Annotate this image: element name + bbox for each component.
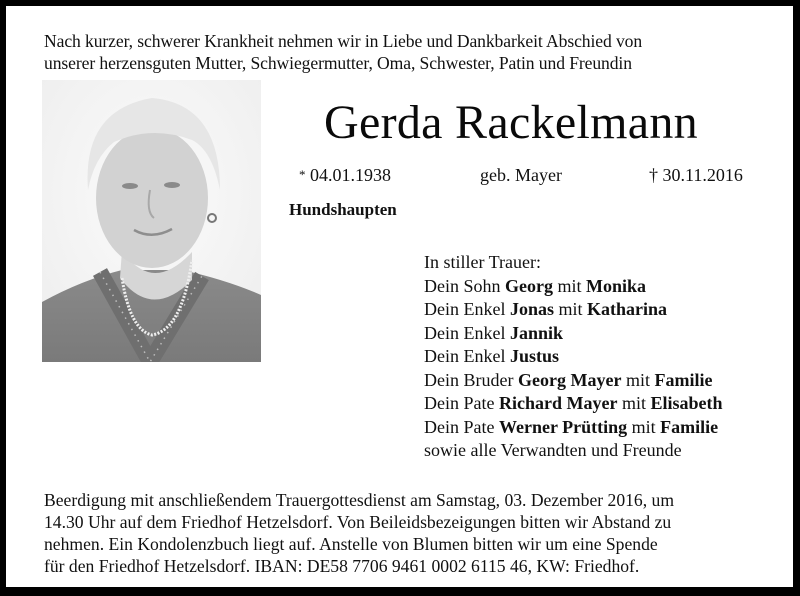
mourner-line: Dein Enkel Justus: [424, 346, 560, 366]
mourner-line: Dein Enkel Jannik: [424, 322, 564, 343]
mourners-list: [424, 251, 723, 463]
cross-icon: †: [649, 165, 658, 185]
intro-line-1: Nach kurzer, schwerer Krankheit nehmen wir in Liebe und Dankbarkeit Abschied von: [44, 31, 643, 51]
intro-text: [44, 30, 642, 74]
star-icon: *: [299, 167, 306, 182]
hometown: Hundshaupten: [289, 200, 397, 219]
funeral-details: [44, 489, 784, 577]
death-date-value: 30.11.2016: [662, 165, 743, 185]
mourner-line: Dein Enkel Jonas mit Katharina: [424, 299, 668, 319]
deceased-name: Gerda Rackelmann: [324, 96, 698, 149]
portrait-photo: [42, 80, 261, 362]
mourner-line: Dein Pate Werner Prütting mit Familie: [424, 416, 719, 437]
funeral-line-4: für den Friedhof Hetzelsdorf. IBAN: DE58 7706 9461 0002 6115 46, KW: Friedhof.: [44, 556, 640, 576]
mourner-line: Dein Bruder Georg Mayer mit Familie: [424, 369, 713, 390]
funeral-line-2: 14.30 Uhr auf dem Friedhof Hetzelsdorf. Von Beileidsbezeigungen bitten wir Abstand zu: [44, 512, 672, 532]
funeral-line-1: Beerdigung mit anschließendem Trauergottesdienst am Samstag, 03. Dezember 2016, um: [44, 490, 674, 510]
funeral-line-3: nehmen. Ein Kondolenzbuch liegt auf. Anstelle von Blumen bitten wir um eine Spende: [44, 534, 658, 554]
mourner-line: Dein Sohn Georg mit Monika: [424, 275, 647, 296]
mourners-heading: In stiller Trauer:: [424, 252, 541, 272]
portrait-image: [42, 80, 261, 362]
maiden-name: geb. Mayer: [480, 165, 562, 185]
intro-line-2: unserer herzensguten Mutter, Schwiegermutter, Oma, Schwester, Patin und Freundin: [44, 53, 632, 73]
death-date: [649, 164, 743, 186]
birth-date-value: 04.01.1938: [310, 165, 391, 185]
obituary-notice: [6, 6, 793, 587]
mourner-line: Dein Pate Richard Mayer mit Elisabeth: [424, 393, 723, 413]
mourners-closing: sowie alle Verwandten und Freunde: [424, 440, 682, 460]
birth-date: [299, 164, 391, 186]
